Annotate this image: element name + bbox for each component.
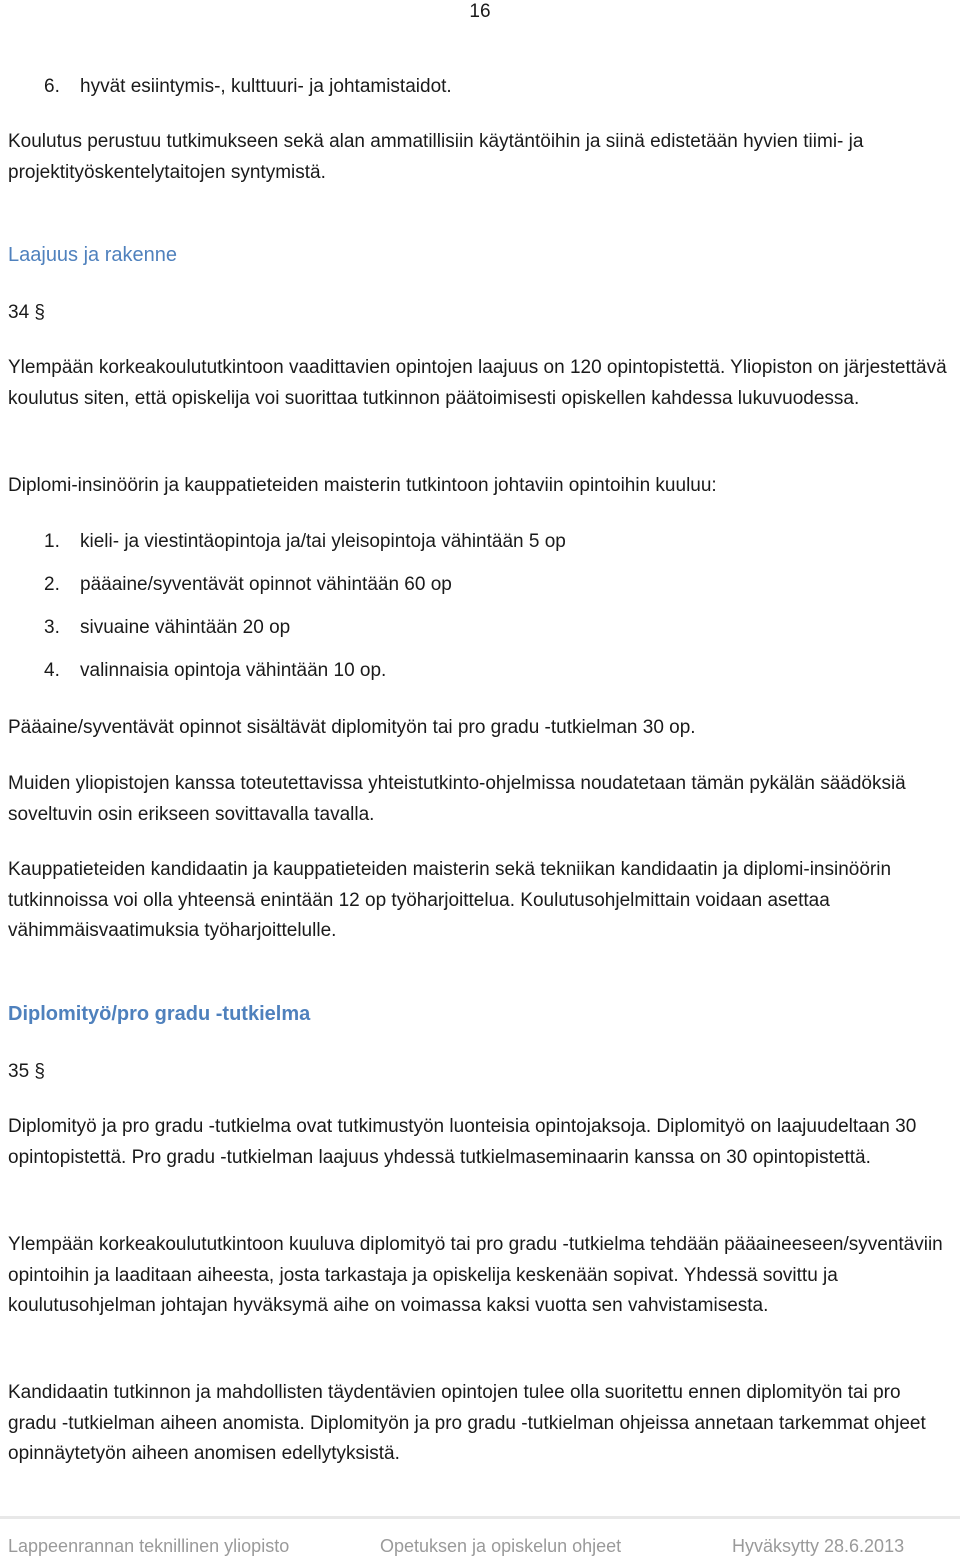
paragraph: Diplomi-insinöörin ja kauppatieteiden maisterin tutkintoon johtaviin opintoihin kuuluu: (8, 475, 717, 496)
paragraph: Pääaine/syventävät opinnot sisältävät diplomityön tai pro gradu -tutkielman 30 op. (8, 717, 696, 738)
paragraph: Kandidaatin tutkinnon ja mahdollisten täydentävien opintojen tulee olla suoritettu ennen diplomityön tai pro gradu -tutkielman aiheen anomista. Diplomityön ja pro gradu -tutkielman ohjeissa annetaan tarkemmat ohjeet opinnäytetyön aiheen anomisen edellytyksistä. (8, 1382, 926, 1464)
paragraph: Ylempään korkeakoulututkintoon vaadittavien opintojen laajuus on 120 opintopistettä. Yliopiston on järjestettävä koulutus siten, että opiskelija voi suorittaa tutkinnon päätoimisesti opiskellen kahdessa lukuvuodessa. (8, 357, 947, 409)
footer-document-title: Opetuksen ja opiskelun ohjeet (380, 1536, 622, 1556)
list-item-text: valinnaisia opintoja vähintään 10 op. (80, 660, 387, 681)
list-item-number: 2. (44, 574, 60, 595)
page-number: 16 (469, 1, 491, 22)
list-item (44, 656, 944, 686)
page-footer (0, 1521, 960, 1560)
list-item-text: kieli- ja viestintäopintoja ja/tai yleisopintoja vähintään 5 op (80, 531, 566, 552)
list-item (44, 527, 944, 557)
list-item-number: 3. (44, 617, 60, 638)
list-item-number: 1. (44, 531, 60, 552)
list-item (44, 72, 944, 102)
list-item-number: 6. (44, 76, 60, 97)
paragraph: Muiden yliopistojen kanssa toteutettavissa yhteistutkinto-ohjelmissa noudatetaan tämän pykälän säädöksiä soveltuvin osin erikseen sovittavalla tavalla. (8, 773, 906, 825)
footer-institution: Lappeenrannan teknillinen yliopisto (8, 1536, 290, 1556)
list-item (44, 613, 944, 643)
list-item (44, 570, 944, 600)
paragraph: Kauppatieteiden kandidaatin ja kauppatieteiden maisterin sekä tekniikan kandidaatin ja diplomi-insinöörin tutkinnoissa voi olla yhteensä enintään 12 op työharjoittelua. Koulutusohjelmittain voidaan asettaa vähimmäisvaatimuksia työharjoittelulle. (8, 859, 892, 941)
section-heading-thesis: Diplomityö/pro gradu -tutkielma (8, 1003, 311, 1025)
paragraph: Diplomityö ja pro gradu -tutkielma ovat tutkimustyön luonteisia opintojaksoja. Diplomityö on laajuudeltaan 30 opintopistettä. Pro gradu -tutkielman laajuus yhdessä tutkielmaseminaarin kanssa on 30 opintopistettä. (8, 1116, 917, 1168)
footer-divider (0, 1516, 960, 1519)
section-number-34: 34 § (8, 302, 45, 323)
list-item-text: sivuaine vähintään 20 op (80, 617, 291, 638)
list-item-number: 4. (44, 660, 60, 681)
paragraph: Ylempään korkeakoulututkintoon kuuluva diplomityö tai pro gradu -tutkielma tehdään pääaineeseen/syventäviin opintoihin ja laaditaan aiheesta, josta tarkastaja ja opiskelija keskenään sopivat. Yhdessä sovittu ja koulutusohjelman johtajan hyväksymä aihe on voimassa kaksi vuotta sen vahvistamisesta. (8, 1234, 943, 1316)
intro-paragraph: Koulutus perustuu tutkimukseen sekä alan ammatillisiin käytäntöihin ja siinä edistetään hyvien tiimi- ja projektityöskentelytaitojen syntymistä. (8, 131, 864, 183)
section-heading-scope: Laajuus ja rakenne (8, 244, 178, 266)
section-number-35: 35 § (8, 1061, 45, 1082)
list-item-text: hyvät esiintymis-, kulttuuri- ja johtamistaidot. (80, 76, 452, 97)
footer-approval-date: Hyväksytty 28.6.2013 (732, 1536, 905, 1556)
list-item-text: pääaine/syventävät opinnot vähintään 60 op (80, 574, 452, 595)
